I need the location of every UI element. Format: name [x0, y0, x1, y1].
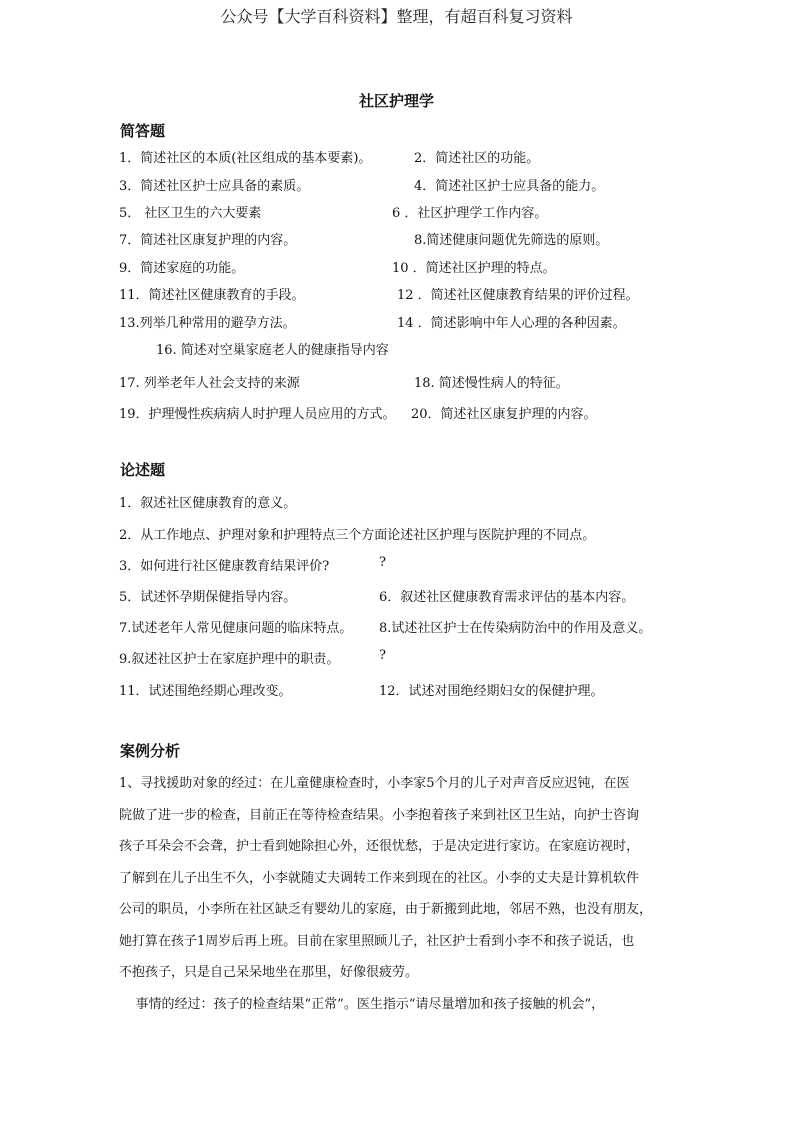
case-line: 1、寻找援助对象的经过：在儿童健康检查时，小李家5个月的儿子对声音反应迟钝，在医 — [119, 776, 630, 791]
essay-q2: 2．从工作地点、护理对象和护理特点三个方面论述社区护理与医院护理的不同点。 — [119, 528, 596, 543]
short-q7: 7．简述社区康复护理的内容。 — [119, 233, 297, 248]
short-q20: 20．简述社区康复护理的内容。 — [411, 407, 597, 422]
essay-q3: 3．如何进行社区健康教育结果评价? — [119, 559, 330, 574]
essay-q9: 9.叙述社区护士在家庭护理中的职责。 — [119, 652, 340, 667]
case-line: 事情的经过：孩子的检查结果“正常”。医生指示“请尽量增加和孩子接触的机会”， — [119, 997, 605, 1012]
case-line: 孩子耳朵会不会聋，护士看到她除担心外，还很忧愁，于是决定进行家访。在家庭访视时， — [119, 839, 640, 854]
short-q9: 9．简述家庭的功能。 — [119, 261, 245, 276]
essay-q8: 8.试述社区护士在传染病防治中的作用及意义。 — [379, 621, 652, 636]
short-q1: 1．简述社区的本质(社区组成的基本要素)。 — [119, 151, 372, 166]
case-line: 公司的职员，小李所在社区缺乏有婴幼儿的家庭，由于新搬到此地，邻居不熟，也没有朋友， — [119, 902, 653, 917]
case-line: 她打算在孩子1周岁后再上班。目前在家里照顾儿子，社区护士看到小李不和孩子说话，也 — [119, 934, 635, 949]
case-line: 院做了进一步的检查，目前正在等待检查结果。小李抱着孩子来到社区卫生站，向护士咨询 — [119, 808, 640, 823]
short-q12: 12 ．简述社区健康教育结果的评价过程。 — [397, 288, 639, 303]
short-q4: 4．简述社区护士应具备的能力。 — [414, 179, 605, 194]
page-header: 公众号【大学百科资料】整理，有超百科复习资料 — [220, 7, 573, 26]
short-q18: 18. 简述慢性病人的特征。 — [414, 376, 569, 391]
page-title: 社区护理学 — [358, 92, 434, 110]
short-q17: 17. 列举老年人社会支持的来源 — [119, 376, 300, 391]
short-q3: 3．简述社区护士应具备的素质。 — [119, 179, 310, 194]
essay-q5: 5．试述怀孕期保健指导内容。 — [119, 590, 297, 605]
short-q13: 13.列举几种常用的避孕方法。 — [119, 316, 296, 331]
essay-q11: 11．试述围绝经期心理改变。 — [119, 684, 292, 699]
essay-q7: 7.试述老年人常见健康问题的临床特点。 — [119, 621, 353, 636]
short-q11: 11．简述社区健康教育的手段。 — [119, 288, 305, 303]
short-q10: 10 ．简述社区护理的特点。 — [392, 261, 556, 276]
case-line: 不抱孩子，只是自己呆呆地坐在那里，好像很疲劳。 — [119, 965, 419, 980]
case-heading: 案例分析 — [120, 742, 181, 760]
essay-q6: 6．叙述社区健康教育需求评估的基本内容。 — [379, 590, 635, 605]
short-q14: 14 ．简述影响中年人心理的各种因素。 — [397, 316, 626, 331]
short-answer-heading: 简答题 — [120, 122, 166, 140]
short-q8: 8.简述健康问题优先筛选的原则。 — [414, 233, 609, 248]
essay-q1: 1．叙述社区健康教育的意义。 — [119, 496, 297, 511]
case-line: 了解到在儿子出生不久，小李就随丈夫调转工作来到现在的社区。小李的丈夫是计算机软件 — [119, 871, 640, 886]
short-q6: 6 ．社区护理学工作内容。 — [392, 206, 548, 221]
essay-q3-mark: ? — [379, 555, 386, 570]
short-q5: 5． 社区卫生的六大要素 — [119, 206, 262, 221]
short-q19: 19．护理慢性疾病病人时护理人员应用的方式。 — [119, 407, 396, 422]
short-q2: 2．简述社区的功能。 — [414, 151, 540, 166]
essay-q9-mark: ? — [379, 648, 386, 663]
essay-q12: 12．试述对围绝经期妇女的保健护理。 — [379, 684, 604, 699]
essay-heading: 论述题 — [120, 461, 166, 479]
short-q16: 16. 简述对空巢家庭老人的健康指导内容 — [156, 343, 389, 358]
